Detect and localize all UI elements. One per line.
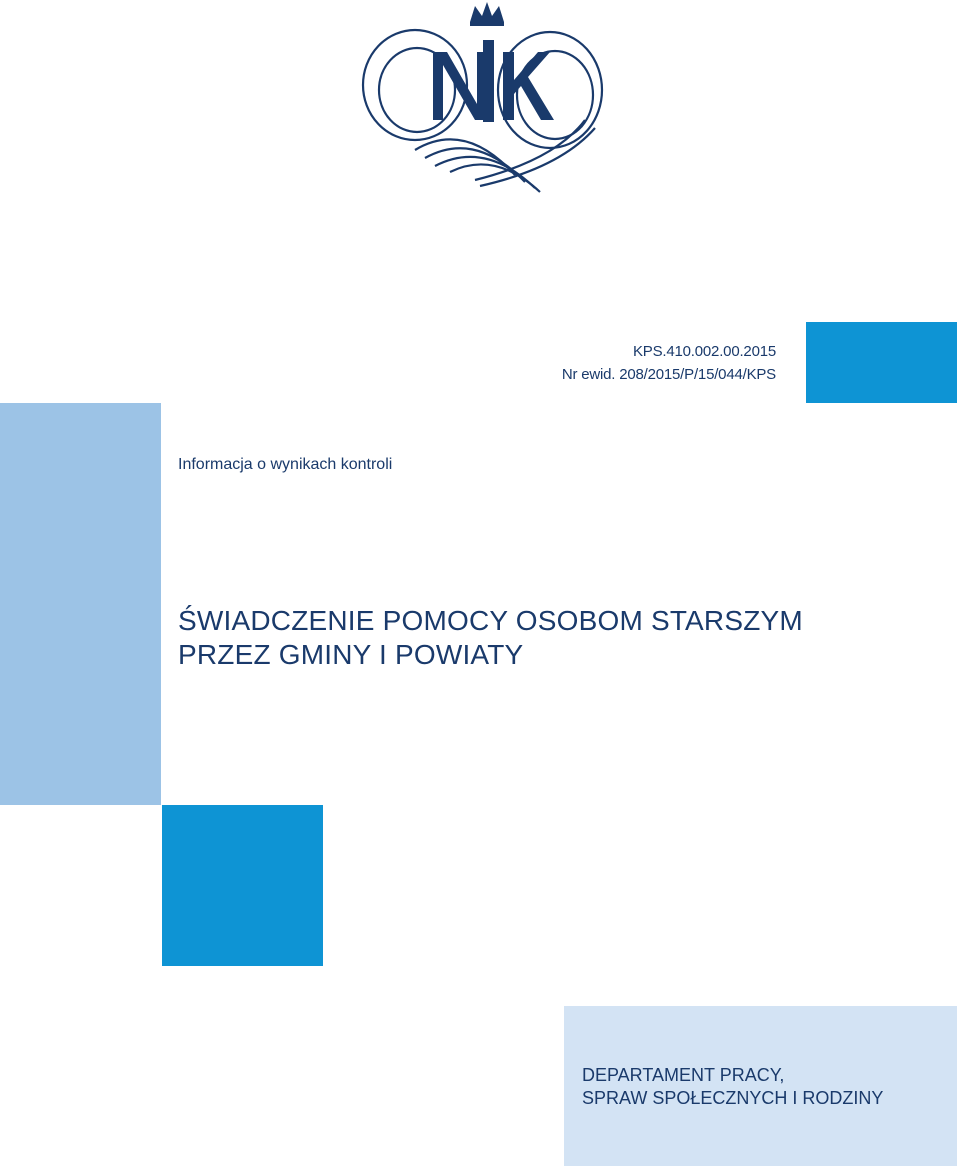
light-blue-panel <box>0 403 161 805</box>
document-title <box>178 604 803 672</box>
registry-number: Nr ewid. 208/2015/P/15/044/KPS <box>561 366 776 383</box>
title-line-2: PRZEZ GMINY I POWIATY <box>178 639 524 670</box>
document-type: Informacja o wynikach kontroli <box>178 456 393 473</box>
middle-blue-square <box>162 805 323 966</box>
nik-crown-emblem-icon <box>355 0 610 200</box>
top-right-blue-square <box>806 322 957 403</box>
department-name <box>582 1064 883 1110</box>
reference-number: KPS.410.002.00.2015 <box>633 343 776 360</box>
department-line-2: SPRAW SPOŁECZNYCH I RODZINY <box>582 1088 884 1108</box>
title-line-1: ŚWIADCZENIE POMOCY OSOBOM STARSZYM <box>178 605 803 636</box>
department-line-1: DEPARTAMENT PRACY, <box>582 1065 785 1085</box>
